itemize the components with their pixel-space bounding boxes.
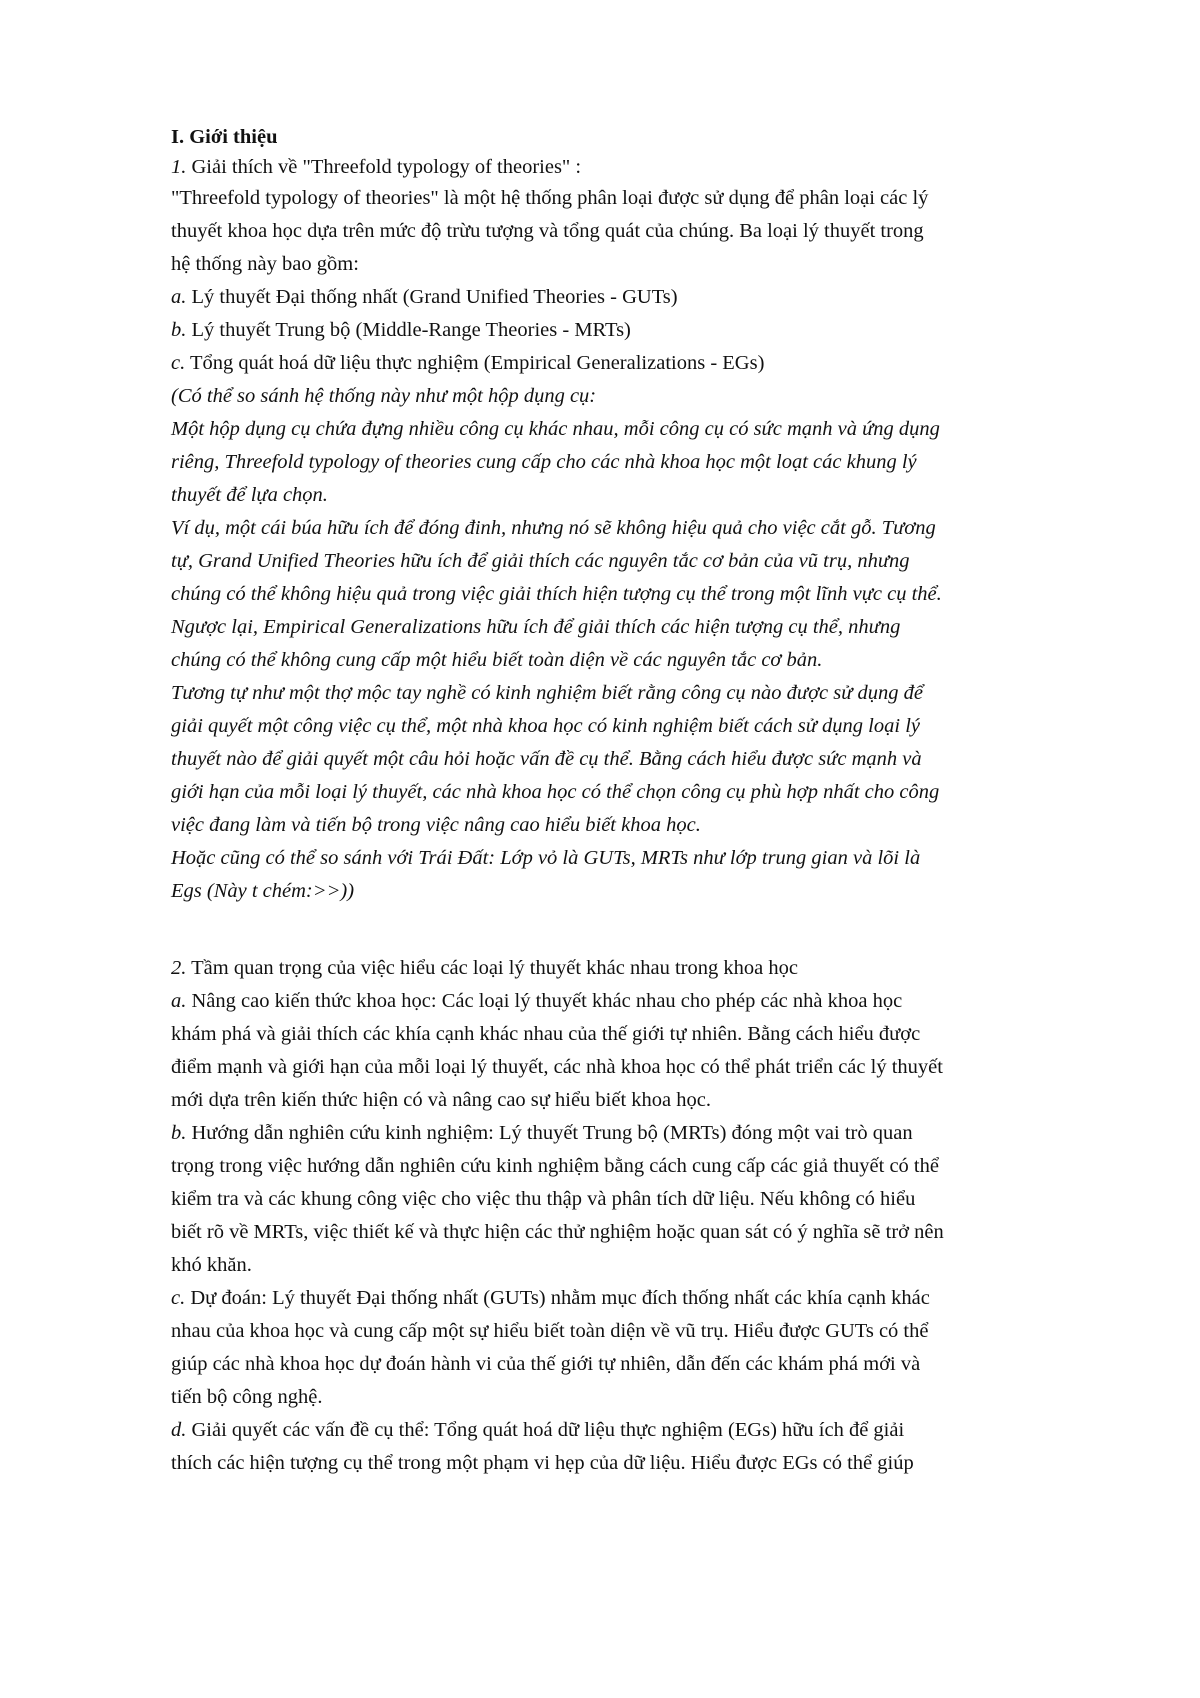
note-line: tự, Grand Unified Theories hữu ích để giải thích các nguyên tắc cơ bản của vũ trụ, nhưng <box>171 550 910 572</box>
item-marker: b. <box>171 319 187 341</box>
item-text: Giải quyết các vấn đề cụ thể: Tổng quát hoá dữ liệu thực nghiệm (EGs) hữu ích để giải <box>186 1419 905 1441</box>
typology-item-a <box>171 281 1101 314</box>
item-line: tiến bộ công nghệ. <box>171 1386 323 1408</box>
item-line: biết rõ về MRTs, việc thiết kế và thực hiện các thử nghiệm hoặc quan sát có ý nghĩa sẽ trở nên <box>171 1221 944 1243</box>
item-line <box>171 1282 1101 1315</box>
item-line <box>171 1414 1101 1447</box>
item-text: Tổng quát hoá dữ liệu thực nghiệm (Empirical Generalizations - EGs) <box>185 352 765 374</box>
item-line: mới dựa trên kiến thức hiện có và nâng cao sự hiểu biết khoa học. <box>171 1089 711 1111</box>
item-text: Lý thuyết Đại thống nhất (Grand Unified Theories - GUTs) <box>186 286 678 308</box>
item-line <box>171 1117 1101 1150</box>
item-line: giúp các nhà khoa học dự đoán hành vi của thế giới tự nhiên, dẫn đến các khám phá mới và <box>171 1353 921 1375</box>
item-text: Dự đoán: Lý thuyết Đại thống nhất (GUTs) nhằm mục đích thống nhất các khía cạnh khác <box>185 1287 930 1309</box>
item-marker: a. <box>171 286 187 308</box>
question-2-title-text: Tầm quan trọng của việc hiểu các loại lý thuyết khác nhau trong khoa học <box>186 957 798 979</box>
note-line: thuyết nào để giải quyết một câu hỏi hoặc vấn đề cụ thể. Bằng cách hiểu được sức mạnh và <box>171 748 922 770</box>
section-heading: I. Giới thiệu <box>171 126 278 148</box>
question-1-number: 1. <box>171 156 187 178</box>
note-line: Hoặc cũng có thể so sánh với Trái Đất: Lớp vỏ là GUTs, MRTs như lớp trung gian và lõi là <box>171 847 921 869</box>
note-line: Egs (Này t chém:>>)) <box>171 880 355 902</box>
item-marker: a. <box>171 990 187 1012</box>
item-line: thích các hiện tượng cụ thể trong một phạm vi hẹp của dữ liệu. Hiểu được EGs có thể giúp <box>171 1452 914 1474</box>
question-1-title-text: Giải thích về "Threefold typology of theories" : <box>186 156 582 178</box>
question-2-number: 2. <box>171 957 187 979</box>
note-line: (Có thể so sánh hệ thống này như một hộp dụng cụ: <box>171 385 597 407</box>
paragraph-spacer <box>171 908 1101 952</box>
note-line: thuyết để lựa chọn. <box>171 484 328 506</box>
typology-item-c <box>171 347 1101 380</box>
importance-item-d <box>171 1414 1101 1480</box>
item-line: trọng trong việc hướng dẫn nghiên cứu kinh nghiệm bằng cách cung cấp các giả thuyết có thể <box>171 1155 939 1177</box>
note-line: việc đang làm và tiến bộ trong việc nâng cao hiểu biết khoa học. <box>171 814 701 836</box>
note-line: chúng có thể không hiệu quả trong việc giải thích hiện tượng cụ thể trong một lĩnh vực cụ thể. <box>171 583 942 605</box>
importance-item-c <box>171 1282 1101 1414</box>
intro-line: thuyết khoa học dựa trên mức độ trừu tượng và tổng quát của chúng. Ba loại lý thuyết trong <box>171 220 924 242</box>
analogy-note <box>171 380 1101 908</box>
note-line: chúng có thể không cung cấp một hiểu biết toàn diện về các nguyên tắc cơ bản. <box>171 649 823 671</box>
item-line: kiểm tra và các khung công việc cho việc thu thập và phân tích dữ liệu. Nếu không có hiểu <box>171 1188 916 1210</box>
intro-line: "Threefold typology of theories" là một hệ thống phân loại được sử dụng để phân loại các lý <box>171 187 929 209</box>
question-1-title <box>171 152 1101 182</box>
item-marker: b. <box>171 1122 187 1144</box>
item-line: nhau của khoa học và cung cấp một sự hiểu biết toàn diện về vũ trụ. Hiểu được GUTs có thể <box>171 1320 929 1342</box>
note-line: Tương tự như một thợ mộc tay nghề có kinh nghiệm biết rằng công cụ nào được sử dụng để <box>171 682 924 704</box>
item-line: khám phá và giải thích các khía cạnh khác nhau của thế giới tự nhiên. Bằng cách hiểu được <box>171 1023 921 1045</box>
note-line: giới hạn của mỗi loại lý thuyết, các nhà khoa học có thể chọn công cụ phù hợp nhất cho công <box>171 781 940 803</box>
typology-item-b <box>171 314 1101 347</box>
item-text: Nâng cao kiến thức khoa học: Các loại lý thuyết khác nhau cho phép các nhà khoa học <box>186 990 903 1012</box>
intro-line: hệ thống này bao gồm: <box>171 253 359 275</box>
item-text: Hướng dẫn nghiên cứu kinh nghiệm: Lý thuyết Trung bộ (MRTs) đóng một vai trò quan <box>186 1122 913 1144</box>
importance-item-b <box>171 1117 1101 1282</box>
item-marker: c. <box>171 1287 186 1309</box>
item-line: điểm mạnh và giới hạn của mỗi loại lý thuyết, các nhà khoa học có thể phát triển các lý thuyết <box>171 1056 943 1078</box>
item-marker: d. <box>171 1419 187 1441</box>
question-2-title <box>171 952 1101 985</box>
note-line: Ngược lại, Empirical Generalizations hữu ích để giải thích các hiện tượng cụ thể, nhưng <box>171 616 901 638</box>
document-body <box>171 122 1101 1480</box>
item-text: Lý thuyết Trung bộ (Middle-Range Theories - MRTs) <box>186 319 631 341</box>
note-line: riêng, Threefold typology of theories cung cấp cho các nhà khoa học một loạt các khung lý <box>171 451 917 473</box>
note-line: Ví dụ, một cái búa hữu ích để đóng đinh, nhưng nó sẽ không hiệu quả cho việc cắt gỗ. Tương <box>171 517 936 539</box>
note-line: Một hộp dụng cụ chứa đựng nhiều công cụ khác nhau, mỗi công cụ có sức mạnh và ứng dụng <box>171 418 940 440</box>
item-marker: c. <box>171 352 186 374</box>
item-line <box>171 985 1101 1018</box>
item-line: khó khăn. <box>171 1254 252 1276</box>
note-line: giải quyết một công việc cụ thể, một nhà khoa học có kinh nghiệm biết cách sử dụng loại lý <box>171 715 920 737</box>
importance-item-a <box>171 985 1101 1117</box>
